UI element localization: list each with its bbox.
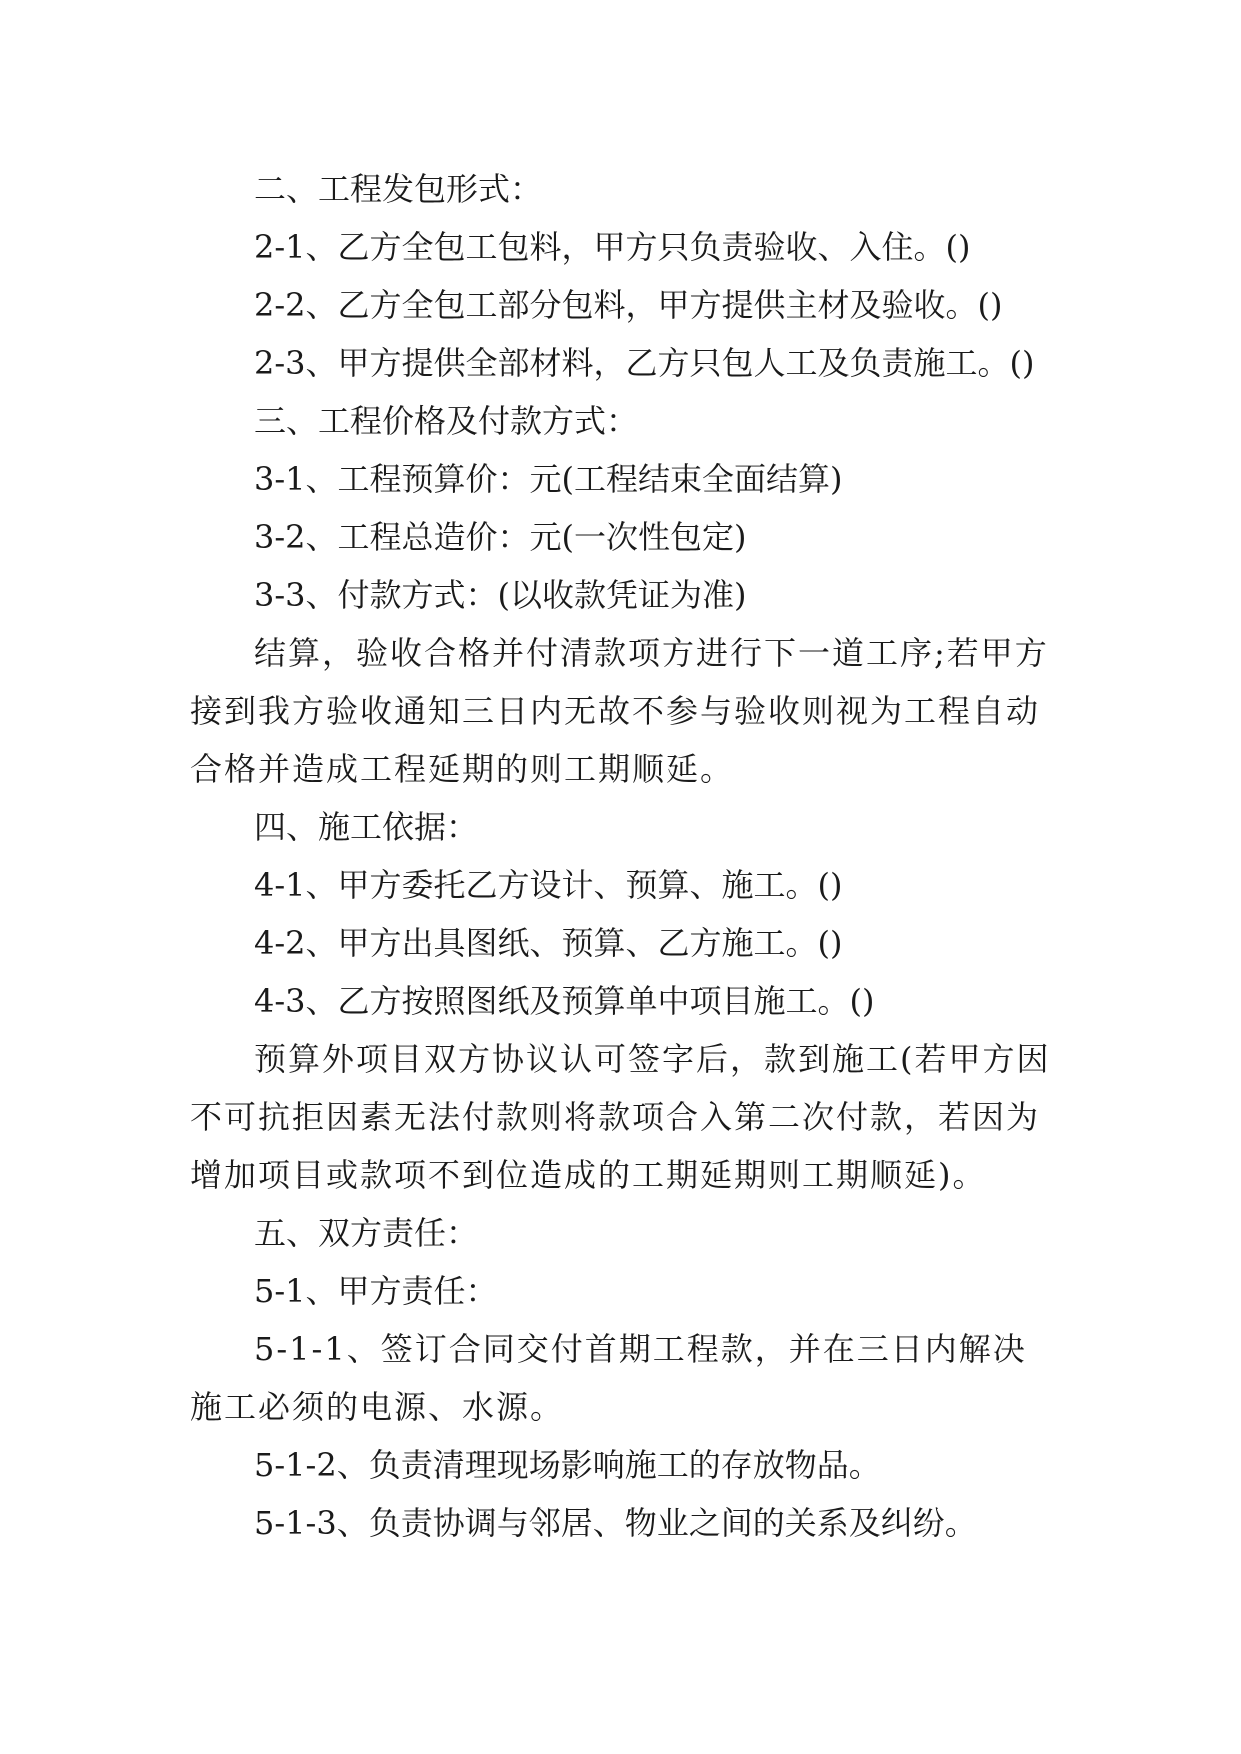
settlement-paragraph: 结算，验收合格并付清款项方进行下一道工序;若甲方接到我方验收通知三日内无故不参与验收则视为工程自动合格并造成工程延期的则工期顺延。 bbox=[190, 634, 1049, 788]
section-heading-price-payment: 三、工程价格及付款方式： bbox=[254, 402, 639, 440]
clause-4-1: 4-1、甲方委托乙方设计、预算、施工。() bbox=[254, 866, 843, 904]
clause-4-2: 4-2、甲方出具图纸、预算、乙方施工。() bbox=[254, 924, 843, 962]
clause-5-1: 5-1、甲方责任： bbox=[254, 1272, 498, 1310]
document-body bbox=[190, 160, 1052, 1552]
section-heading-responsibilities: 五、双方责任： bbox=[254, 1214, 479, 1252]
clause-2-3: 2-3、甲方提供全部材料，乙方只包人工及负责施工。() bbox=[254, 344, 1035, 382]
clause-2-1: 2-1、乙方全包工包料，甲方只负责验收、入住。() bbox=[254, 228, 971, 266]
clause-5-1-3: 5-1-3、负责协调与邻居、物业之间的关系及纠纷。 bbox=[254, 1504, 977, 1542]
clause-2-2: 2-2、乙方全包工部分包料，甲方提供主材及验收。() bbox=[254, 286, 1003, 324]
extra-items-paragraph: 预算外项目双方协议认可签字后，款到施工(若甲方因不可抗拒因素无法付款则将款项合入第二次付款，若因为增加项目或款项不到位造成的工期延期则工期顺延)。 bbox=[190, 1040, 1051, 1194]
clause-5-1-1: 5-1-1、签订合同交付首期工程款，并在三日内解决施工必须的电源、水源。 bbox=[190, 1330, 1027, 1426]
clause-4-3: 4-3、乙方按照图纸及预算单中项目施工。() bbox=[254, 982, 875, 1020]
clause-3-3: 3-3、付款方式：(以收款凭证为准) bbox=[254, 576, 747, 614]
clause-3-2: 3-2、工程总造价：元(一次性包定) bbox=[254, 518, 747, 556]
section-heading-construction-basis: 四、施工依据： bbox=[254, 808, 479, 846]
clause-5-1-2: 5-1-2、负责清理现场影响施工的存放物品。 bbox=[254, 1446, 881, 1484]
section-heading-contract-form: 二、工程发包形式： bbox=[254, 170, 543, 208]
clause-3-1: 3-1、工程预算价：元(工程结束全面结算) bbox=[254, 460, 843, 498]
